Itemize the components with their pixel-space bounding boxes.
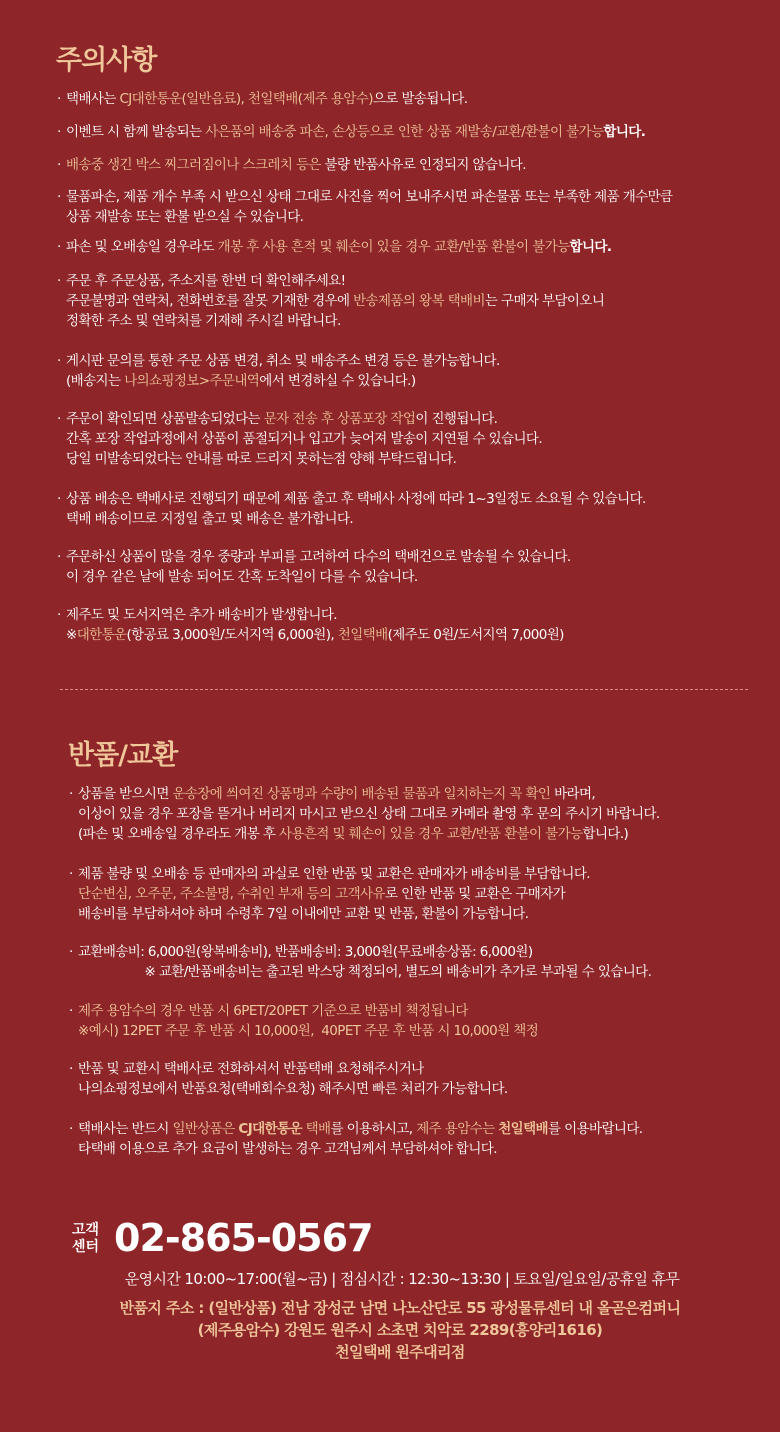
notice-item-line bbox=[66, 625, 564, 645]
returns-item-line bbox=[78, 824, 660, 844]
returns-item-line bbox=[78, 864, 590, 884]
notice-item-line bbox=[66, 429, 542, 449]
text-segment: 으로 발송됩니다. bbox=[372, 91, 468, 107]
notice-item bbox=[57, 547, 571, 587]
text-segment: 상품 배송은 택배사로 진행되기 때문에 제품 출고 후 택배사 사정에 따라 1~3일정도 소요될 수 있습니다. bbox=[66, 491, 646, 507]
returns-item-line bbox=[78, 1059, 508, 1079]
bullet-dot: · bbox=[57, 189, 61, 205]
text-segment: 택배사는 bbox=[66, 91, 120, 107]
highlighted-text: 천일택배 bbox=[498, 1121, 548, 1137]
text-segment: 주문하신 상품이 많을 경우 중량과 부피를 고려하여 다수의 택배건으로 발송될 수 있습니다. bbox=[66, 549, 571, 565]
text-segment: 는 구매자 부담이오니 bbox=[484, 293, 605, 309]
highlighted-text: 대한통운 bbox=[76, 627, 127, 643]
returns-item-line bbox=[78, 1021, 538, 1041]
notice-title: 주의사항 bbox=[56, 45, 157, 76]
text-segment: 물품파손, 제품 개수 부족 시 받으신 상태 그대로 사진을 찍어 보내주시면 파손물품 또는 부족한 제품 개수만큼 bbox=[66, 189, 673, 205]
returns-item-line bbox=[78, 962, 651, 982]
text-segment: ※ bbox=[66, 627, 77, 643]
returns-title: 반품/교환 bbox=[68, 740, 178, 771]
text-segment: 당일 미발송되었다는 안내를 따로 드리지 못하는점 양해 부탁드립니다. bbox=[66, 451, 457, 467]
text-segment: 이 진행됩니다. bbox=[415, 411, 498, 427]
bullet-dot: · bbox=[57, 549, 61, 565]
returns-item bbox=[69, 864, 590, 924]
text-segment: 교환배송비: 6,000원(왕복배송비), 반품배송비: 3,000원(무료배송상품: 6,000원) bbox=[78, 944, 533, 960]
notice-item bbox=[57, 351, 500, 391]
bullet-dot: · bbox=[57, 353, 61, 369]
text-segment: 간혹 포장 작업과정에서 상품이 품절되거나 입고가 늦어져 발송이 지연될 수 있습니다. bbox=[66, 431, 543, 447]
highlighted-text: 일반상품은 bbox=[172, 1121, 239, 1137]
notice-item-line bbox=[66, 567, 571, 587]
returns-item bbox=[69, 942, 652, 982]
bullet-dot: · bbox=[57, 157, 61, 173]
returns-item bbox=[69, 784, 660, 844]
text-segment: 택배사는 반드시 bbox=[78, 1121, 173, 1137]
text-segment: 배송비를 부담하셔야 하며 수령후 7일 이내에만 교환 및 반품, 환불이 가능합니다. bbox=[78, 906, 529, 922]
bullet-dot: · bbox=[69, 1121, 73, 1137]
text-segment: 에서 변경하실 수 있습니다.) bbox=[259, 373, 416, 389]
notice-item bbox=[57, 187, 673, 227]
highlighted-text: CJ대한통운(일반음료), 천일택배(제주 용암수) bbox=[119, 91, 373, 107]
bullet-dot: · bbox=[57, 491, 61, 507]
highlighted-text: 사용흔적 및 훼손이 있을 경우 교환/반품 환불이 불가능 bbox=[279, 826, 583, 842]
bullet-dot: · bbox=[69, 1003, 73, 1019]
text-segment: 나의쇼핑정보에서 반품요청(택배회수요청) 해주시면 빠른 처리가 가능합니다. bbox=[78, 1081, 508, 1097]
returns-item-line bbox=[78, 1079, 508, 1099]
notice-item-line bbox=[66, 237, 611, 257]
returns-item bbox=[69, 1119, 643, 1159]
notice-item-line bbox=[66, 547, 571, 567]
highlighted-text: ※예시) 12PET 주문 후 반품 시 10,000원, 40PET 주문 후 반품 시 10,000원 책정 bbox=[78, 1023, 539, 1039]
notice-item-line bbox=[66, 311, 604, 331]
bullet-dot: · bbox=[69, 866, 73, 882]
notice-item bbox=[57, 409, 543, 469]
notice-item-line bbox=[66, 271, 604, 291]
return-address-line: 반품지 주소 : (일반상품) 전남 장성군 남면 나노산단로 55 광성물류센터 내 올곧은컴퍼니 bbox=[119, 1299, 681, 1317]
returns-item-line bbox=[78, 1001, 538, 1021]
text-segment: 반품 및 교환시 택배사로 전화하셔서 반품택배 요청해주시거나 bbox=[78, 1061, 424, 1077]
text-segment: (파손 및 오배송일 경우라도 개봉 후 bbox=[78, 826, 279, 842]
text-segment: 타택배 이용으로 추가 요금이 발생하는 경우 고객님께서 부담하셔야 합니다. bbox=[78, 1141, 497, 1157]
return-address-line: (제주용암수) 강원도 원주시 소초면 치악로 2289(흥양리1616) bbox=[197, 1321, 603, 1339]
returns-item-line bbox=[78, 904, 590, 924]
highlighted-text: 사은품의 배송중 파손, 손상등으로 인한 상품 재발송/교환/환불이 불가능 bbox=[205, 124, 604, 140]
bullet-dot: · bbox=[57, 239, 61, 255]
returns-item-line bbox=[78, 804, 660, 824]
text-segment: 불량 반품사유로 인정되지 않습니다. bbox=[320, 157, 526, 173]
text-segment: ※ 교환/반품배송비는 출고된 박스당 책정되어, 별도의 배송비가 추가로 부과될 수 있습니다. bbox=[78, 964, 652, 980]
notice-item-line bbox=[66, 371, 500, 391]
bullet-dot: · bbox=[57, 607, 61, 623]
notice-item-line bbox=[66, 409, 542, 429]
text-segment: 파손 및 오배송일 경우라도 bbox=[66, 239, 218, 255]
text-segment: 상품 재발송 또는 환불 받으실 수 있습니다. bbox=[66, 209, 304, 225]
highlighted-text: 천일택배 bbox=[337, 627, 388, 643]
highlighted-text: 택배 bbox=[301, 1121, 331, 1137]
text-segment: 를 이용바랍니다. bbox=[548, 1121, 643, 1137]
highlighted-text: 운송장에 씌여진 상품명과 수량이 배송된 물품과 일치하는지 꼭 확인 bbox=[172, 786, 551, 802]
notice-item-line bbox=[66, 605, 564, 625]
notice-item bbox=[57, 271, 605, 331]
returns-item-line bbox=[78, 884, 590, 904]
returns-item-line bbox=[78, 784, 660, 804]
bullet-dot: · bbox=[57, 91, 61, 107]
bullet-dot: · bbox=[69, 1061, 73, 1077]
customer-center-label: 고객 센터 bbox=[72, 1222, 100, 1255]
highlighted-text: 단순변심, 오주문, 주소불명, 수취인 부재 등의 고객사유 bbox=[78, 886, 385, 902]
returns-item-line bbox=[78, 942, 651, 962]
text-segment: 합니다. bbox=[569, 239, 612, 255]
highlighted-text: 제주 용암수의 경우 반품 시 6PET/20PET 기준으로 반품비 책정됩니다 bbox=[78, 1003, 468, 1019]
text-segment: 이 경우 같은 날에 발송 되어도 간혹 도착일이 다를 수 있습니다. bbox=[66, 569, 418, 585]
text-segment: (제주도 0원/도서지역 7,000원) bbox=[387, 627, 564, 643]
notice-item bbox=[57, 122, 646, 142]
notice-item bbox=[57, 605, 564, 645]
notice-item-line bbox=[66, 89, 467, 109]
return-address-line: 천일택배 원주대리점 bbox=[335, 1343, 465, 1361]
text-segment: 제품 불량 및 오배송 등 판매자의 과실로 인한 반품 및 교환은 판매자가 배송비를 부담합니다. bbox=[78, 866, 590, 882]
bullet-dot: · bbox=[57, 411, 61, 427]
highlighted-text: CJ대한통운 bbox=[238, 1121, 302, 1137]
text-segment: 이벤트 시 함께 발송되는 bbox=[66, 124, 206, 140]
notice-item bbox=[57, 489, 646, 529]
highlighted-text: 나의쇼핑정보>주문내역 bbox=[124, 373, 260, 389]
returns-item bbox=[69, 1059, 508, 1099]
text-segment: 제주도 및 도서지역은 추가 배송비가 발생합니다. bbox=[66, 607, 337, 623]
notice-item bbox=[57, 89, 468, 109]
text-segment: 를 이용하시고, bbox=[330, 1121, 417, 1137]
notice-item bbox=[57, 155, 526, 175]
text-segment: 바라며, bbox=[550, 786, 596, 802]
notice-item-line bbox=[66, 187, 672, 207]
text-segment: 주문 후 주문상품, 주소지를 한번 더 확인해주세요! bbox=[66, 273, 346, 289]
returns-item-line bbox=[78, 1139, 642, 1159]
text-segment: 합니다. bbox=[603, 124, 646, 140]
section-divider bbox=[60, 689, 748, 690]
returns-item-line bbox=[78, 1119, 642, 1139]
text-segment: (항공료 3,000원/도서지역 6,000원), bbox=[126, 627, 338, 643]
highlighted-text: 반송제품의 왕복 택배비 bbox=[353, 293, 485, 309]
operating-hours: 운영시간 10:00~17:00(월~금) | 점심시간 : 12:30~13:30 | 토요일/일요일/공휴일 휴무 bbox=[124, 1270, 680, 1288]
bullet-dot: · bbox=[57, 273, 61, 289]
text-segment: 정확한 주소 및 연락처를 기재해 주시길 바랍니다. bbox=[66, 313, 341, 329]
text-segment: 게시판 문의를 통한 주문 상품 변경, 취소 및 배송주소 변경 등은 불가능합니다. bbox=[66, 353, 500, 369]
returns-item bbox=[69, 1001, 539, 1041]
notice-item-line bbox=[66, 155, 526, 175]
notice-item-line bbox=[66, 122, 645, 142]
highlighted-text: 배송중 생긴 박스 찌그러짐이나 스크레치 등은 bbox=[66, 157, 321, 173]
notice-item-line bbox=[66, 509, 646, 529]
text-segment: 주문이 확인되면 상품발송되었다는 bbox=[66, 411, 264, 427]
notice-item-line bbox=[66, 449, 542, 469]
bullet-dot: · bbox=[69, 944, 73, 960]
notice-item-line bbox=[66, 291, 604, 311]
text-segment: 택배 배송이므로 지정일 출고 및 배송은 불가합니다. bbox=[66, 511, 354, 527]
text-segment: (배송지는 bbox=[66, 373, 125, 389]
text-segment: 이상이 있을 경우 포장을 뜯거나 버리지 마시고 받으신 상태 그대로 카메라 촬영 후 문의 주시기 바랍니다. bbox=[78, 806, 660, 822]
notice-item bbox=[57, 237, 612, 257]
notice-item-line bbox=[66, 351, 500, 371]
highlighted-text: 문자 전송 후 상품포장 작업 bbox=[263, 411, 416, 427]
text-segment: 합니다.) bbox=[582, 826, 629, 842]
notice-item-line bbox=[66, 207, 672, 227]
customer-center-phone[interactable]: 02-865-0567 bbox=[114, 1216, 373, 1260]
text-segment: 로 인한 반품 및 교환은 구매자가 bbox=[384, 886, 566, 902]
text-segment: 상품을 받으시면 bbox=[78, 786, 173, 802]
bullet-dot: · bbox=[57, 124, 61, 140]
bullet-dot: · bbox=[69, 786, 73, 802]
notice-item-line bbox=[66, 489, 646, 509]
text-segment: 주문불명과 연락처, 전화번호를 잘못 기재한 경우에 bbox=[66, 293, 354, 309]
highlighted-text: 제주 용암수는 bbox=[416, 1121, 499, 1137]
highlighted-text: 개봉 후 사용 흔적 및 훼손이 있을 경우 교환/반품 환불이 불가능 bbox=[217, 239, 570, 255]
